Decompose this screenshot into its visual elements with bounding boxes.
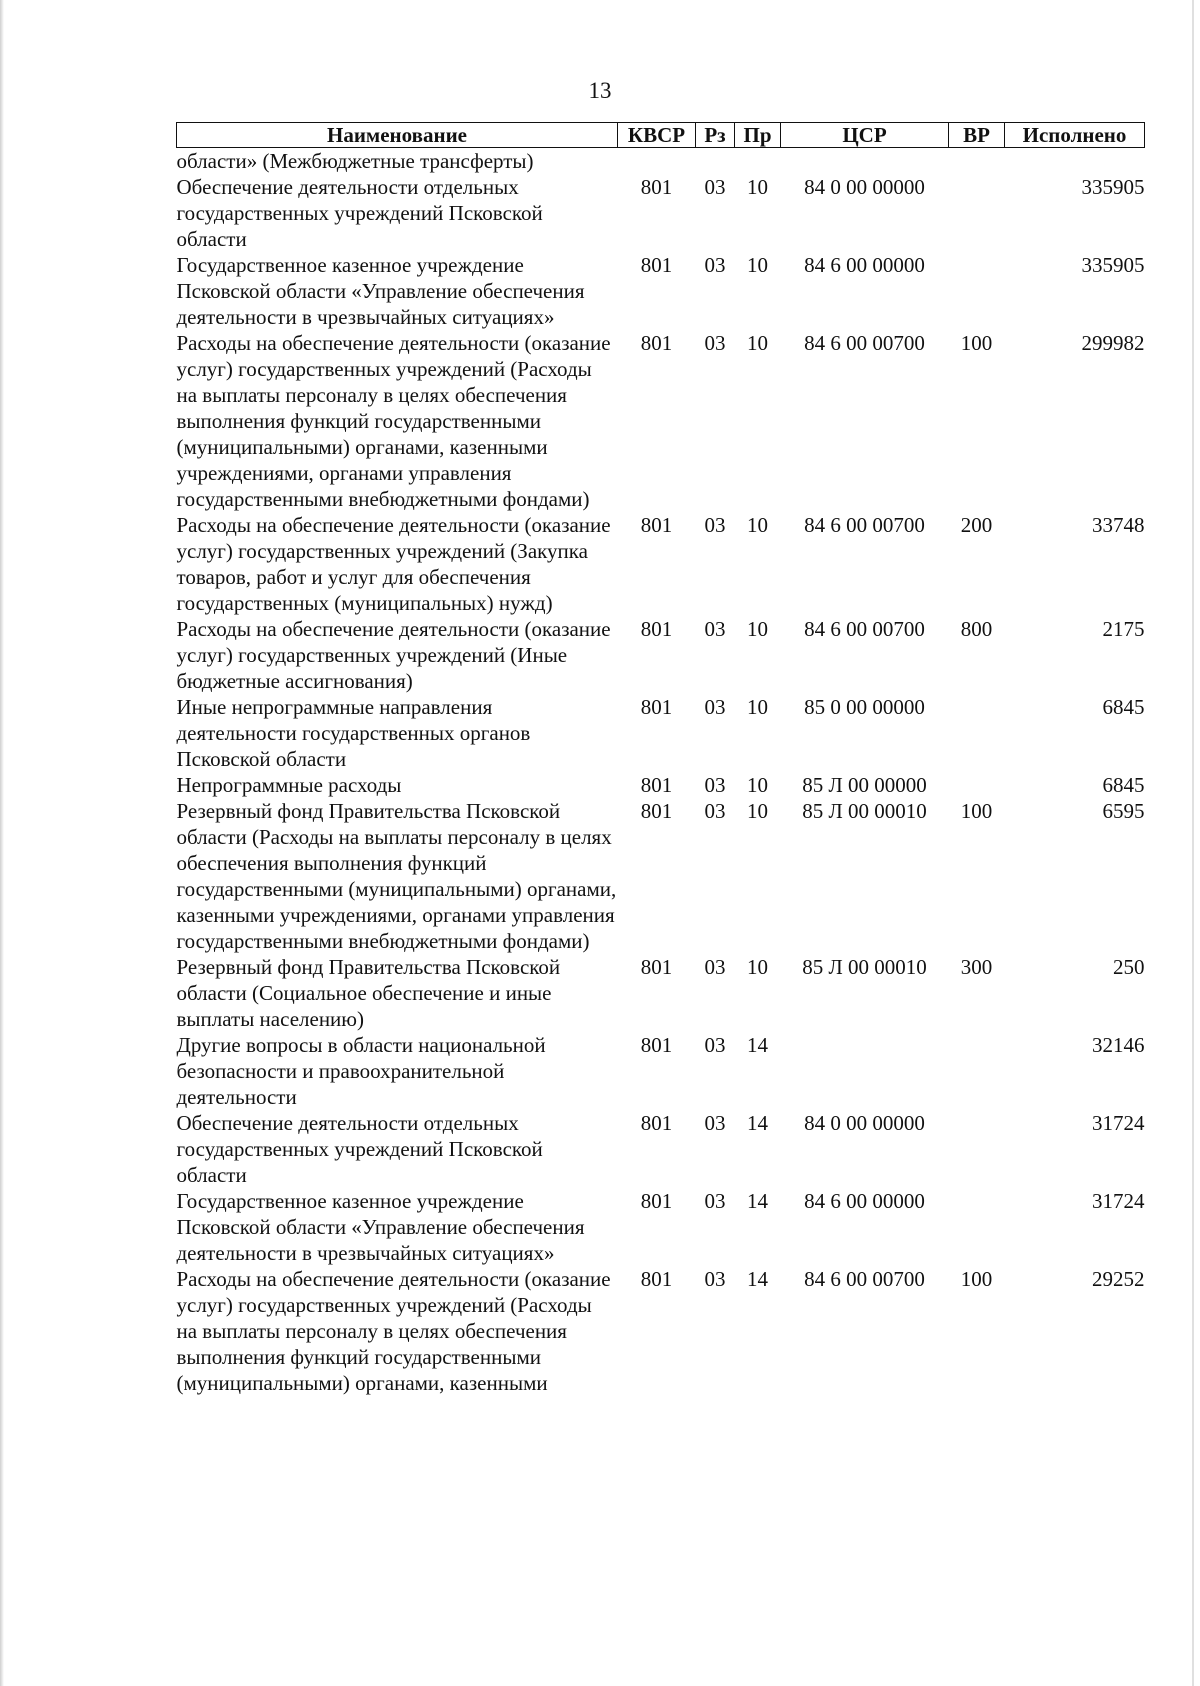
cell-done: 250 [1113,955,1145,979]
cell-pr [735,148,781,175]
cell-done: 31724 [1092,1189,1145,1213]
cell-vr [949,1032,1005,1110]
cell-rz: 03 [704,1033,726,1057]
cell-csr: 84 6 00 00000 [804,253,925,277]
cell-csr: 85 Л 00 00000 [802,773,927,797]
cell-name: Другие вопросы в области национальной безопасности и правоохранительной деятельности [176,1033,546,1109]
table-body [177,148,1145,1397]
cell-done: 29252 [1092,1267,1145,1291]
table-row [177,148,1145,175]
cell-name: Резервный фонд Правительства Псковской области (Расходы на выплаты персоналу в целях обеспечения выполнения функций государственными (муниципальными) органами, казенными учреждениями, органами управления государственными внебюджетными фондами) [176,799,617,953]
cell-csr [781,1032,949,1110]
cell-pr: 10 [747,617,768,641]
cell-kvsr: 801 [640,1189,673,1213]
cell-pr: 10 [747,773,768,797]
cell-rz: 03 [704,513,726,537]
cell-kvsr: 801 [640,695,673,719]
cell-kvsr: 801 [640,617,673,641]
header-done: Исполнено [1005,123,1145,148]
cell-vr: 100 [960,799,993,823]
cell-csr: 85 0 00 00000 [804,695,925,719]
cell-kvsr [618,148,696,175]
cell-vr: 100 [960,331,993,355]
cell-rz: 03 [704,1111,726,1135]
cell-kvsr: 801 [640,331,673,355]
budget-table [176,122,1145,1396]
cell-name: Обеспечение деятельности отдельных государственных учреждений Псковской области [176,175,543,251]
cell-kvsr: 801 [640,799,673,823]
cell-vr: 200 [960,513,993,537]
cell-rz: 03 [704,617,726,641]
cell-pr: 10 [747,955,768,979]
cell-rz: 03 [704,773,726,797]
table-row [177,798,1145,954]
table-row [177,252,1145,330]
cell-kvsr: 801 [640,1111,673,1135]
cell-vr [949,694,1005,772]
cell-name: Расходы на обеспечение деятельности (оказание услуг) государственных учреждений (Закупка товаров, работ и услуг для обеспечения государственных (муниципальных) нужд) [176,513,611,615]
cell-vr [949,252,1005,330]
cell-csr: 84 6 00 00700 [804,513,925,537]
page-number: 13 [588,78,612,103]
cell-vr [949,174,1005,252]
header-kvsr: КВСР [618,123,696,148]
cell-rz: 03 [704,331,726,355]
cell-name: Расходы на обеспечение деятельности (оказание услуг) государственных учреждений (Расходы на выплаты персоналу в целях обеспечения выполнения функций государственными (муниципальными) органами, казенными [176,1267,611,1395]
cell-vr [949,1188,1005,1266]
cell-pr: 10 [747,513,768,537]
cell-name: Расходы на обеспечение деятельности (оказание услуг) государственных учреждений (Расходы на выплаты персоналу в целях обеспечения выполнения функций государственными (муниципальными) органами, казенными учреждениями, органами управления государственными внебюджетными фондами) [176,331,611,511]
cell-csr: 84 0 00 00000 [804,1111,925,1135]
cell-name: Государственное казенное учреждение Псковской области «Управление обеспечения деятельности в чрезвычайных ситуациях» [176,1189,585,1265]
table-row [177,772,1145,798]
cell-done: 335905 [1081,175,1145,199]
cell-kvsr: 801 [640,175,673,199]
table-row [177,954,1145,1032]
cell-done: 6845 [1102,695,1145,719]
table-row [177,616,1145,694]
cell-name: области» (Межбюджетные трансферты) [176,149,534,173]
cell-done: 299982 [1081,331,1145,355]
cell-name: Иные непрограммные направления деятельности государственных органов Псковской области [176,695,531,771]
cell-csr: 85 Л 00 00010 [802,955,927,979]
cell-vr: 800 [960,617,993,641]
header-pr: Пр [735,123,781,148]
cell-pr: 10 [747,799,768,823]
header-name: Наименование [177,123,618,148]
cell-pr: 14 [747,1189,768,1213]
cell-rz: 03 [704,955,726,979]
cell-pr: 10 [747,331,768,355]
cell-kvsr: 801 [640,773,673,797]
cell-csr: 84 6 00 00700 [804,617,925,641]
cell-name: Непрограммные расходы [176,773,402,797]
cell-name: Резервный фонд Правительства Псковской области (Социальное обеспечение и иные выплаты населению) [176,955,561,1031]
table-row [177,174,1145,252]
cell-name: Государственное казенное учреждение Псковской области «Управление обеспечения деятельности в чрезвычайных ситуациях» [176,253,585,329]
cell-pr: 14 [747,1111,768,1135]
cell-csr [781,148,949,175]
cell-done: 31724 [1092,1111,1145,1135]
cell-csr: 85 Л 00 00010 [802,799,927,823]
cell-name: Расходы на обеспечение деятельности (оказание услуг) государственных учреждений (Иные бюджетные ассигнования) [176,617,611,693]
cell-rz: 03 [704,1267,726,1291]
cell-rz: 03 [704,1189,726,1213]
header-csr: ЦСР [781,123,949,148]
cell-name: Обеспечение деятельности отдельных государственных учреждений Псковской области [176,1111,543,1187]
cell-done: 6595 [1102,799,1145,823]
cell-kvsr: 801 [640,1267,673,1291]
cell-done [1005,148,1145,175]
cell-vr [949,772,1005,798]
scan-edge-right [1192,0,1194,1686]
cell-csr: 84 6 00 00700 [804,1267,925,1291]
cell-rz: 03 [704,253,726,277]
table-row [177,1266,1145,1396]
cell-kvsr: 801 [640,513,673,537]
cell-rz: 03 [704,799,726,823]
cell-rz [696,148,735,175]
cell-done: 32146 [1092,1033,1145,1057]
cell-done: 6845 [1102,773,1145,797]
header-rz: Рз [696,123,735,148]
header-vr: ВР [949,123,1005,148]
cell-vr: 100 [960,1267,993,1291]
cell-rz: 03 [704,695,726,719]
table-row [177,1110,1145,1188]
cell-pr: 10 [747,253,768,277]
cell-csr: 84 6 00 00700 [804,331,925,355]
cell-rz: 03 [704,175,726,199]
table-row [177,1188,1145,1266]
cell-done: 335905 [1081,253,1145,277]
cell-pr: 10 [747,175,768,199]
scan-edge-left [0,0,4,1686]
table-row [177,512,1145,616]
cell-kvsr: 801 [640,955,673,979]
cell-pr: 14 [747,1033,768,1057]
table-row [177,694,1145,772]
cell-vr: 300 [960,955,993,979]
cell-csr: 84 0 00 00000 [804,175,925,199]
cell-csr: 84 6 00 00000 [804,1189,925,1213]
table-row [177,1032,1145,1110]
cell-pr: 10 [747,695,768,719]
cell-kvsr: 801 [640,253,673,277]
cell-kvsr: 801 [640,1033,673,1057]
table-row [177,330,1145,512]
cell-done: 2175 [1102,617,1145,641]
cell-vr [949,148,1005,175]
table-header-row [177,123,1145,148]
cell-vr [949,1110,1005,1188]
cell-pr: 14 [747,1267,768,1291]
cell-done: 33748 [1092,513,1145,537]
